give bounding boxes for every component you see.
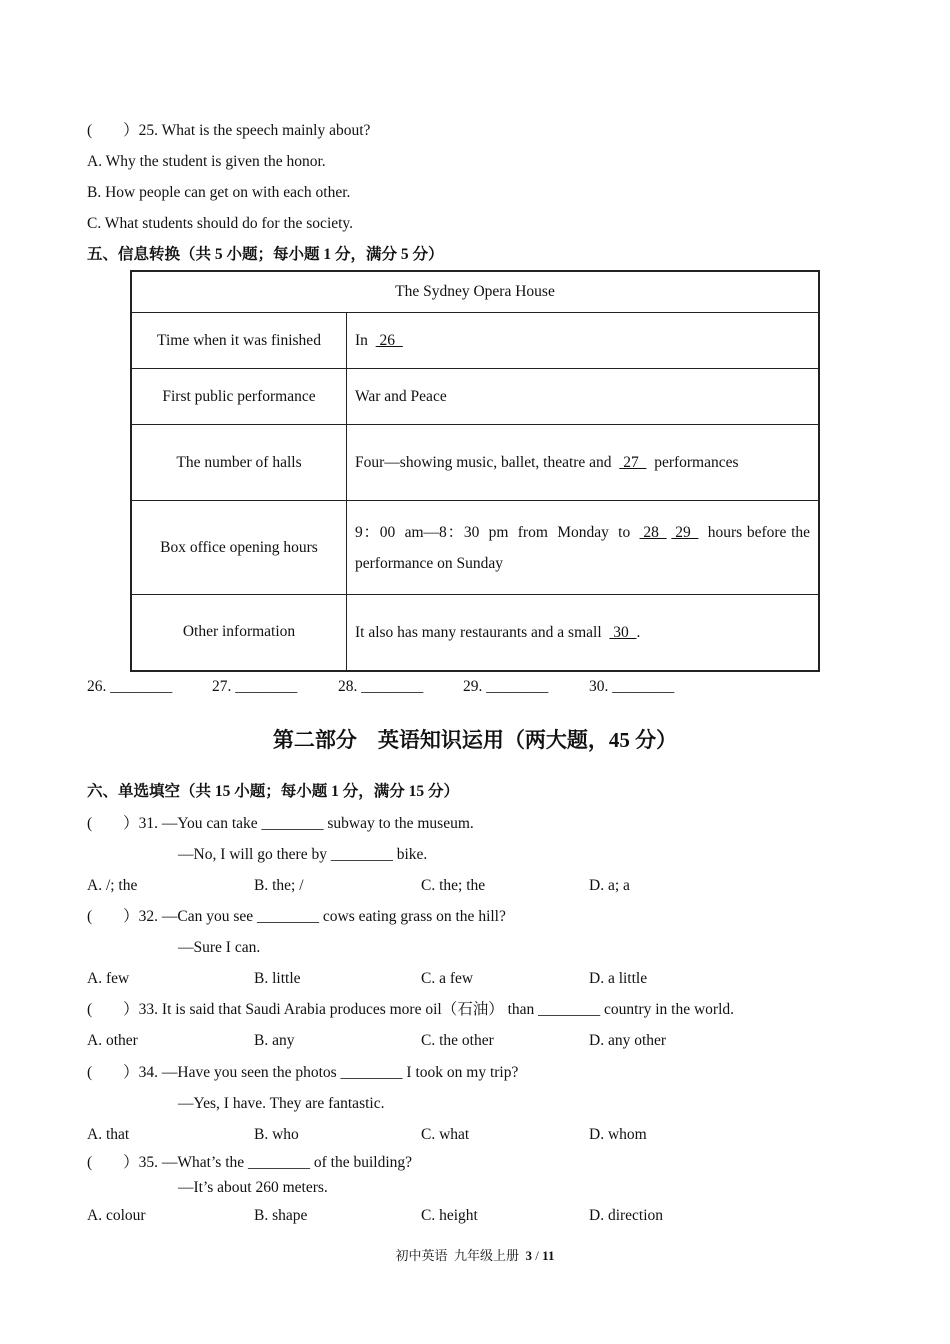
q31-option-b: B. the; /	[254, 877, 304, 894]
row-value: It also has many restaurants and a small 30 .	[347, 595, 820, 671]
q34-option-a: A. that	[87, 1126, 130, 1143]
q32-line2: —Sure I can.	[178, 939, 261, 956]
q25-stem: ( ）25. What is the speech mainly about?	[87, 122, 371, 139]
q31-option-a: A. /; the	[87, 877, 138, 894]
row-value: War and Peace	[347, 369, 820, 425]
blank-28: 28	[639, 523, 667, 541]
row-label: Box office opening hours	[131, 501, 347, 595]
row-value: 9：00 am—8：30 pm from Monday to 28 29 hours before the performance on Sunday	[347, 501, 820, 595]
row-value: In 26	[347, 313, 820, 369]
q33-option-d: D. any other	[589, 1032, 667, 1049]
q31-option-d: D. a; a	[589, 877, 630, 894]
section5-heading: 五、信息转换（共 5 小题；每小题 1 分，满分 5 分）	[87, 246, 444, 263]
blank-30: 30	[609, 623, 637, 641]
q35-option-b: B. shape	[254, 1207, 308, 1224]
table-title: The Sydney Opera House	[131, 271, 819, 313]
row-label: First public performance	[131, 369, 347, 425]
section6-heading: 六、单选填空（共 15 小题；每小题 1 分，满分 15 分）	[87, 783, 460, 800]
table-row	[131, 313, 819, 369]
row-value: Four—showing music, ballet, theatre and 27 performances	[347, 425, 820, 501]
q32-option-b: B. little	[254, 970, 301, 987]
q31-line2: —No, I will go there by ________ bike.	[178, 846, 428, 863]
q34-option-b: B. who	[254, 1126, 299, 1143]
part2-title: 第二部分 英语知识运用（两大题，45 分）	[272, 728, 678, 752]
table-row	[131, 595, 819, 671]
q35-line2: —It’s about 260 meters.	[178, 1179, 328, 1196]
q34-option-c: C. what	[421, 1126, 470, 1143]
q25-option-a: A. Why the student is given the honor.	[87, 153, 326, 170]
page-number: 3	[525, 1248, 533, 1263]
q33-option-c: C. the other	[421, 1032, 494, 1049]
answer-blank-29[interactable]: 29. ________	[463, 678, 549, 695]
row-label: Time when it was finished	[131, 313, 347, 369]
q25-option-c: C. What students should do for the society.	[87, 215, 354, 232]
row-label: Other information	[131, 595, 347, 671]
q31-option-c: C. the; the	[421, 877, 486, 894]
q32-option-a: A. few	[87, 970, 130, 987]
q34-option-d: D. whom	[589, 1126, 647, 1143]
blank-29: 29	[671, 523, 699, 541]
q32-option-d: D. a little	[589, 970, 648, 987]
page-total: 11	[542, 1248, 555, 1263]
q35-option-d: D. direction	[589, 1207, 664, 1224]
blank-26: 26	[375, 332, 403, 349]
row-label: The number of halls	[131, 425, 347, 501]
q35-line1: ( ）35. —What’s the ________ of the building?	[87, 1154, 413, 1171]
answer-blank-30[interactable]: 30. ________	[589, 678, 675, 695]
q34-line2: —Yes, I have. They are fantastic.	[178, 1095, 385, 1112]
table-row	[131, 425, 819, 501]
info-table	[130, 270, 820, 672]
q35-option-a: A. colour	[87, 1207, 146, 1224]
page-footer: 初中英语 九年级上册 3 / 11	[395, 1248, 555, 1263]
table-row	[131, 501, 819, 595]
blank-27: 27	[619, 454, 647, 471]
q25-option-b: B. How people can get on with each other.	[87, 184, 351, 201]
answer-blank-26[interactable]: 26. ________	[87, 678, 173, 695]
answer-blank-27[interactable]: 27. ________	[212, 678, 298, 695]
table-row	[131, 369, 819, 425]
q33-line1: ( ）33. It is said that Saudi Arabia produces more oil（石油） than ________ country in the world.	[87, 1001, 735, 1018]
q32-option-c: C. a few	[421, 970, 474, 987]
q32-line1: ( ）32. —Can you see ________ cows eating grass on the hill?	[87, 908, 506, 925]
q31-line1: ( ）31. —You can take ________ subway to the museum.	[87, 815, 474, 832]
q35-option-c: C. height	[421, 1207, 478, 1224]
answer-blank-28[interactable]: 28. ________	[338, 678, 424, 695]
q33-option-b: B. any	[254, 1032, 295, 1049]
q34-line1: ( ）34. —Have you seen the photos ________ I took on my trip?	[87, 1064, 519, 1081]
q33-option-a: A. other	[87, 1032, 138, 1049]
